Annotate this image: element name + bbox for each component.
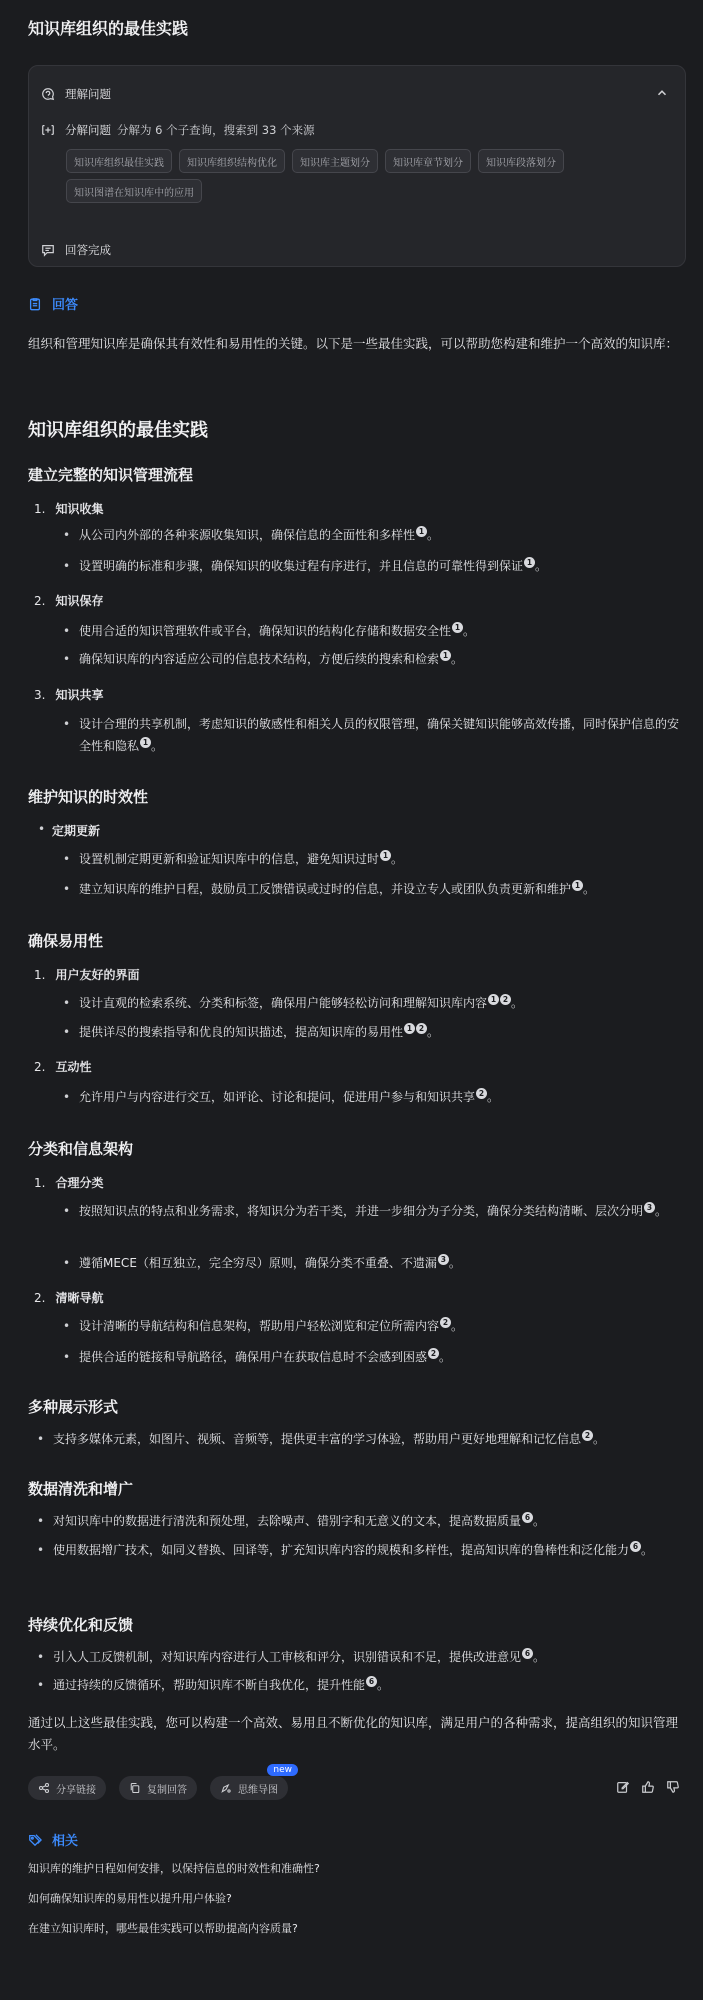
- section-heading: 分类和信息架构: [28, 1140, 134, 1158]
- list-item: • 设计合理的共享机制，考虑知识的敏感性和相关人员的权限管理，确保关键知识能够高效传播，同时保护信息的安全性和隐私 1 。: [79, 713, 680, 757]
- list-item: • 按照知识点的特点和业务需求，将知识分为若干类，并进一步细分为子分类，确保分类结构清晰、层次分明 3 。: [79, 1200, 680, 1222]
- answer-heading: [28, 294, 78, 313]
- list-item: • 设计清晰的导航结构和信息架构，帮助用户轻松浏览和定位所需内容 2 。: [79, 1315, 669, 1337]
- citation-badge[interactable]: 2: [440, 1317, 451, 1328]
- answer-done-label: 回答完成: [65, 243, 111, 257]
- thumbs-up-icon[interactable]: [641, 1780, 655, 1794]
- main-heading: 知识库组织的最佳实践: [28, 420, 208, 441]
- citation-badge[interactable]: 1: [140, 737, 151, 748]
- share-link-button[interactable]: 分享链接: [28, 1776, 106, 1800]
- intro-paragraph: 组织和管理知识库是确保其有效性和易用性的关键。以下是一些最佳实践，可以帮助您构建和维护一个高效的知识库：: [28, 336, 679, 351]
- thumbs-down-icon[interactable]: [666, 1780, 680, 1794]
- citation-badge[interactable]: 2: [500, 994, 511, 1005]
- section-heading: 数据清洗和增广: [28, 1480, 134, 1498]
- citation-badge[interactable]: 1: [572, 880, 583, 891]
- answer-done-row: [41, 242, 111, 258]
- list-item: • 设计直观的检索系统、分类和标签，确保用户能够轻松访问和理解知识库内容 1 2 。: [79, 992, 679, 1014]
- section-heading: 维护知识的时效性: [28, 788, 149, 806]
- split-icon: [41, 123, 55, 137]
- citation-badge[interactable]: 6: [366, 1676, 377, 1687]
- list-item: • 引入人工反馈机制，对知识库内容进行人工审核和评分，识别错误和不足，提供改进意见 6 。: [53, 1646, 678, 1668]
- list-item: • 遵循MECE（相互独立，完全穷尽）原则，确保分类不重叠、不遗漏 3 。: [79, 1252, 669, 1274]
- copy-answer-button[interactable]: 复制回答: [119, 1776, 197, 1800]
- list-item: • 允许用户与内容进行交互，如评论、讨论和提问，促进用户参与和知识共享 2 。: [79, 1086, 669, 1108]
- page-title: 知识库组织的最佳实践: [28, 19, 189, 38]
- list-item: • 使用数据增广技术，如同义替换、回译等，扩充知识库内容的规模和多样性，提高知识库的鲁棒性和泛化能力 6 。: [53, 1539, 681, 1561]
- list-item-label: 1. 用户友好的界面: [34, 968, 140, 982]
- citation-badge[interactable]: 1: [416, 526, 427, 537]
- understanding-title: 理解问题: [65, 87, 111, 101]
- conclusion-paragraph: 通过以上这些最佳实践，您可以构建一个高效、易用且不断优化的知识库，满足用户的各种需求，提高组织的知识管理水平。: [28, 1715, 679, 1752]
- citation-badge[interactable]: 2: [582, 1430, 593, 1441]
- citation-badge[interactable]: 6: [630, 1541, 641, 1552]
- subquery-chip[interactable]: 知识库组织最佳实践: [66, 149, 172, 173]
- subquery-chip[interactable]: 知识库主题划分: [292, 149, 378, 173]
- citation-badge[interactable]: 1: [488, 994, 499, 1005]
- list-item: • 通过持续的反馈循环，帮助知识库不断自我优化，提升性能 6 。: [53, 1674, 678, 1696]
- citation-badge[interactable]: 6: [522, 1648, 533, 1659]
- citation-badge[interactable]: 2: [428, 1348, 439, 1359]
- list-item: • 确保知识库的内容适应公司的信息技术结构，方便后续的搜索和检索 1 。: [79, 648, 669, 670]
- answer-label: 回答: [52, 298, 79, 313]
- citation-badge[interactable]: 1: [524, 557, 535, 568]
- list-item: • 提供合适的链接和导航路径，确保用户在获取信息时不会感到困惑 2 。: [79, 1346, 669, 1368]
- list-item: • 使用合适的知识管理软件或平台，确保知识的结构化存储和数据安全性 1 。: [79, 620, 669, 642]
- list-item: • 支持多媒体元素，如图片、视频、音频等，提供更丰富的学习体验，帮助用户更好地理解和记忆信息 2 。: [53, 1428, 678, 1450]
- decompose-row: [41, 122, 315, 138]
- chat-bubble-icon: [41, 87, 55, 101]
- related-heading: 相关: [28, 1830, 78, 1849]
- clipboard-icon: [28, 297, 42, 311]
- subquery-chips: [66, 149, 626, 203]
- tags-icon: [28, 1833, 42, 1847]
- understanding-header[interactable]: [41, 86, 111, 102]
- list-item-label: 2. 互动性: [34, 1060, 92, 1074]
- section-heading: 确保易用性: [28, 932, 104, 950]
- understanding-card: [28, 65, 686, 267]
- citation-badge[interactable]: 1: [440, 650, 451, 661]
- subquery-chip[interactable]: 知识库章节划分: [385, 149, 471, 173]
- subquery-chip[interactable]: 知识图谱在知识库中的应用: [66, 179, 202, 203]
- list-item: • 提供详尽的搜索指导和优良的知识描述，提高知识库的易用性 1 2 。: [79, 1021, 669, 1043]
- list-item-label: 1. 知识收集: [34, 502, 104, 516]
- citation-badge[interactable]: 3: [438, 1254, 449, 1265]
- list-item-label: 2. 清晰导航: [34, 1291, 104, 1305]
- list-item: • 从公司内外部的各种来源收集知识，确保信息的全面性和多样性 1 。: [79, 524, 669, 546]
- list-item-label: 3. 知识共享: [34, 688, 104, 702]
- subquery-chip[interactable]: 知识库段落划分: [478, 149, 564, 173]
- edit-icon[interactable]: [616, 1780, 630, 1794]
- decompose-label: 分解问题: [65, 123, 111, 137]
- citation-badge[interactable]: 6: [522, 1512, 533, 1523]
- citation-badge[interactable]: 2: [476, 1088, 487, 1099]
- section-heading: 建立完整的知识管理流程: [28, 466, 194, 484]
- list-item-label: 2. 知识保存: [34, 594, 104, 608]
- list-item: • 设置机制定期更新和验证知识库中的信息，避免知识过时 1 。: [79, 848, 669, 870]
- chevron-up-icon[interactable]: [655, 86, 669, 100]
- citation-badge[interactable]: 1: [452, 622, 463, 633]
- list-item-label: • 定期更新: [38, 822, 100, 839]
- citation-badge[interactable]: 3: [644, 1202, 655, 1213]
- related-question[interactable]: 在建立知识库时，哪些最佳实践可以帮助提高内容质量?: [28, 1922, 298, 1935]
- message-icon: [41, 243, 55, 257]
- mindmap-button[interactable]: 思维导图 new: [210, 1776, 288, 1800]
- list-item: • 建立知识库的维护日程，鼓励员工反馈错误或过时的信息，并设立专人或团队负责更新和维护 1 。: [79, 878, 679, 900]
- new-badge: new: [267, 1764, 298, 1776]
- list-item: • 设置明确的标准和步骤，确保知识的收集过程有序进行，并且信息的可靠性得到保证 1 。: [79, 555, 669, 577]
- section-heading: 多种展示形式: [28, 1398, 119, 1416]
- related-question[interactable]: 如何确保知识库的易用性以提升用户体验?: [28, 1892, 232, 1905]
- citation-badge[interactable]: 1: [380, 850, 391, 861]
- subquery-chip[interactable]: 知识库组织结构优化: [179, 149, 285, 173]
- citation-badge[interactable]: 1: [404, 1023, 415, 1034]
- decompose-summary: 分解为 6 个子查询，搜索到 33 个来源: [117, 123, 315, 137]
- citation-badge[interactable]: 2: [416, 1023, 427, 1034]
- action-bar: [28, 1765, 686, 1800]
- section-heading: 持续优化和反馈: [28, 1616, 134, 1634]
- related-question[interactable]: 知识库的维护日程如何安排，以保持信息的时效性和准确性?: [28, 1862, 320, 1875]
- copy-icon: [129, 1782, 141, 1794]
- list-item-label: 1. 合理分类: [34, 1176, 104, 1190]
- mindmap-icon: [220, 1782, 232, 1794]
- share-icon: [38, 1782, 50, 1794]
- list-item: • 对知识库中的数据进行清洗和预处理，去除噪声、错别字和无意义的文本，提高数据质量 6 。: [53, 1510, 678, 1532]
